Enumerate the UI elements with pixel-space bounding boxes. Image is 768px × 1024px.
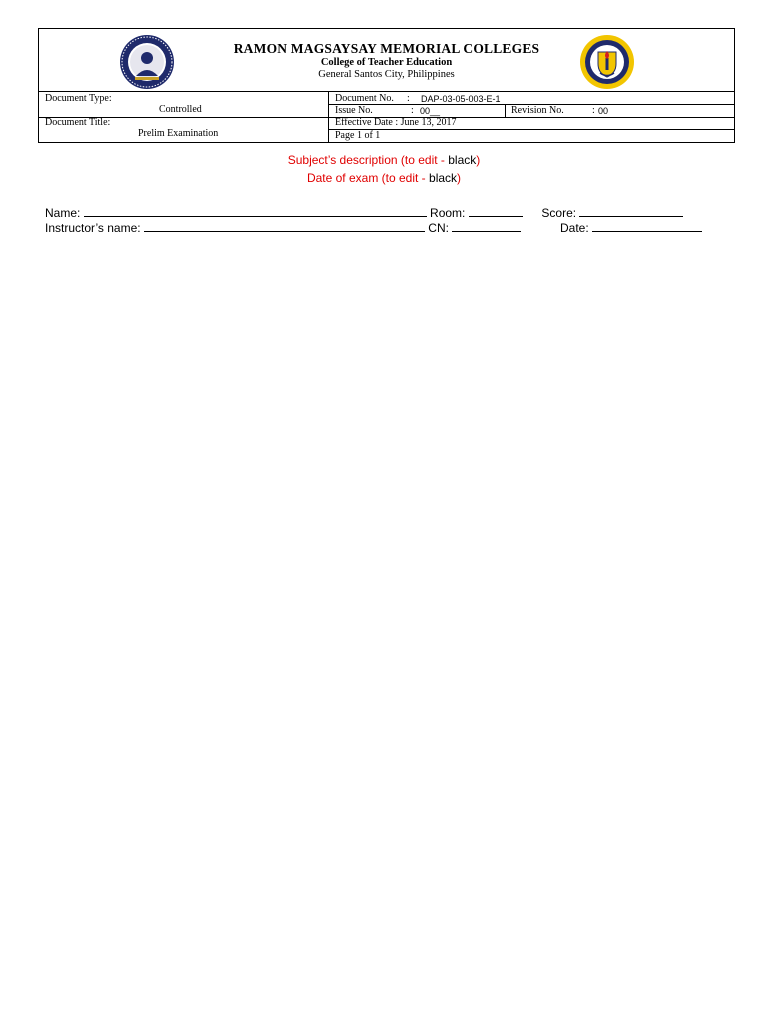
effective-date: Effective Date : June 13, 2017 xyxy=(335,117,457,128)
subject-description-close: ) xyxy=(476,153,481,167)
revision-no-separator: : xyxy=(592,105,595,116)
instructor-name-field[interactable] xyxy=(144,220,425,232)
student-info-row xyxy=(45,205,683,220)
revision-no-label: Revision No. xyxy=(511,105,564,116)
document-header xyxy=(38,28,735,143)
exam-date-close: ) xyxy=(457,171,462,185)
date-field[interactable] xyxy=(592,220,702,232)
document-title-label: Document Title: xyxy=(45,117,111,128)
page-number: Page 1 of 1 xyxy=(335,130,381,141)
document-type-label: Document Type: xyxy=(45,93,112,104)
document-no-value: DAP-03-05-003-E-1 xyxy=(421,94,501,104)
exam-date-text: Date of exam (to edit - xyxy=(306,171,430,185)
document-no-separator: : xyxy=(407,93,410,104)
instructor-info-row xyxy=(45,220,702,235)
document-type-value: Controlled xyxy=(159,104,202,115)
score-label: Score: xyxy=(541,206,577,220)
date-label: Date: xyxy=(560,221,589,235)
name-label: Name: xyxy=(45,206,81,220)
document-no-label: Document No. xyxy=(335,93,394,104)
header-divider-vertical xyxy=(505,104,506,117)
room-field[interactable] xyxy=(469,205,523,217)
subject-description-color-word: black xyxy=(448,153,477,167)
cn-label: CN: xyxy=(428,221,449,235)
header-title-area xyxy=(39,29,734,92)
school-location: General Santos City, Philippines xyxy=(318,69,455,80)
document-title-value: Prelim Examination xyxy=(138,128,219,139)
exam-date-line xyxy=(0,171,768,185)
revision-no-value: 00 xyxy=(598,106,609,116)
issue-no-label: Issue No. xyxy=(335,105,373,116)
cn-field[interactable] xyxy=(452,220,521,232)
school-name: RAMON MAGSAYSAY MEMORIAL COLLEGES xyxy=(233,41,540,56)
instructor-name-label: Instructor’s name: xyxy=(45,221,141,235)
issue-no-value: 00__ xyxy=(420,106,441,116)
college-name: College of Teacher Education xyxy=(320,57,453,68)
name-field[interactable] xyxy=(84,205,427,217)
subject-description-line xyxy=(0,153,768,167)
score-field[interactable] xyxy=(579,205,683,217)
subject-description-text: Subject’s description (to edit - xyxy=(287,153,449,167)
exam-date-color-word: black xyxy=(429,171,458,185)
issue-no-separator: : xyxy=(411,105,414,116)
header-divider xyxy=(328,129,734,130)
college-of-teacher-education-logo xyxy=(579,34,635,90)
room-label: Room: xyxy=(430,206,466,220)
